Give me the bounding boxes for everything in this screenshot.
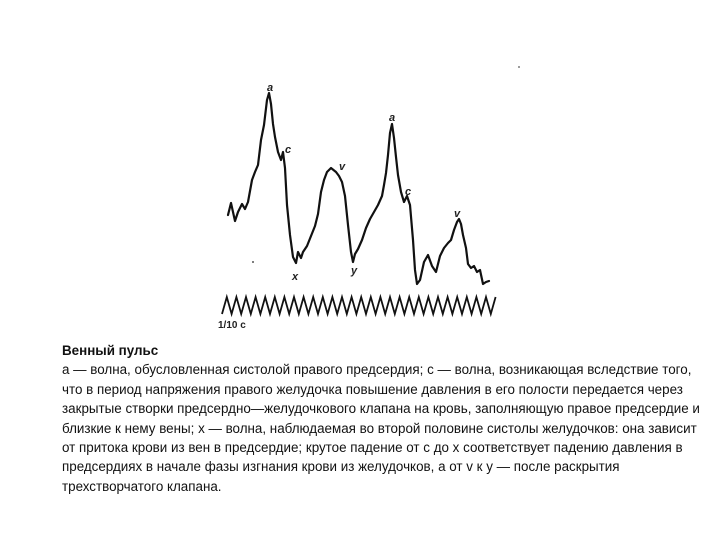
wave-label-v-1: v (339, 161, 346, 173)
pulse-curve (228, 93, 489, 284)
scan-speck (518, 66, 520, 68)
caption-text: а — волна, обусловленная систолой правого предсердия; с — волна, возникающая вследствие того, что в период напряжения правого желудочка повышение давления в его полости передается через закрытые створки предсердно—желудочкового клапана на кровь, заполняющую правое предсердие и близкие к нему вены; х — волна, наблюдаемая во второй половине систолы желудочков: она зависит от притока крови из вен в предсердие; крутое падение от с до х соответствует падению давления в предсердиях в начале фазы изгнания крови из желудочков, а от v к у — после раскрытия трехстворчатого клапана. (62, 362, 700, 494)
wave-label-a-2: a (389, 112, 396, 124)
time-marker-zigzag (222, 297, 496, 314)
wave-label-a-1: a (267, 82, 274, 94)
wave-label-c-2: c (405, 186, 412, 198)
figure-caption (62, 341, 702, 496)
time-scale-label: 1/10 с (218, 320, 246, 331)
caption-title: Венный пульс (62, 343, 159, 358)
wave-label-x-1: x (292, 271, 299, 283)
wave-label-c-1: c (285, 144, 292, 156)
wave-label-v-2: v (454, 208, 461, 220)
wave-label-y-1: y (351, 265, 358, 277)
scan-speck (252, 261, 254, 263)
